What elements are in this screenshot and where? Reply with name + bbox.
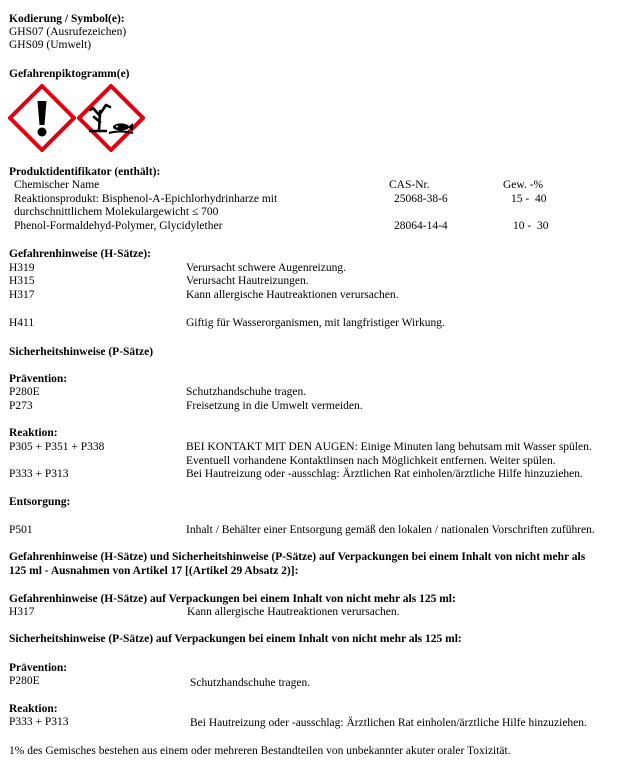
precaution-code: P273: [9, 400, 33, 412]
prevention-heading: Prävention:: [9, 373, 68, 385]
hazard-text: Verursacht schwere Augenreizung.: [186, 262, 346, 274]
column-header-cas: CAS-Nr.: [389, 179, 430, 191]
hazard-heading: Gefahrenhinweise (H-Sätze):: [9, 248, 151, 260]
substance-cas: 28064-14-4: [394, 220, 448, 232]
product-heading: Produktidentifikator (enthält):: [9, 166, 161, 178]
substance-name: Reaktionsprodukt: Bisphenol-A-Epichlorhydrinharze mit: [14, 193, 278, 205]
precaution-text: BEI KONTAKT MIT DEN AUGEN: Einige Minuten lang behutsam mit Wasser spülen.: [186, 441, 592, 453]
substance-weight: 15 - 40: [511, 193, 547, 205]
packaging-heading: Gefahrenhinweise (H-Sätze) und Sicherheitshinweise (P-Sätze) auf Verpackungen bei einem Inhalt von nicht mehr als: [9, 551, 586, 563]
substance-name-continued: durchschnittlichem Molekulargewicht ≤ 700: [14, 206, 219, 218]
packaging-heading-continued: 125 ml - Ausnahmen von Artikel 17 [(Artikel 29 Absatz 2)]:: [9, 565, 299, 577]
hazard-code: H315: [9, 275, 35, 287]
substance-cas: 25068-38-6: [394, 193, 448, 205]
precaution-text: Schutzhandschuhe tragen.: [190, 677, 311, 689]
pictograms-heading: Gefahrenpiktogramm(e): [9, 68, 130, 80]
hazard-text: Kann allergische Hautreaktionen verursachen.: [187, 606, 400, 618]
precaution-text: Bei Hautreizung oder -ausschlag: Ärztlichen Rat einholen/ärztliche Hilfe hinzuziehen.: [190, 717, 587, 729]
prevention-heading: Prävention:: [9, 662, 68, 674]
precaution-code: P333 + P313: [9, 468, 69, 480]
column-header-weight: Gew. -%: [503, 179, 544, 191]
precaution-text: Freisetzung in die Umwelt vermeiden.: [186, 400, 363, 412]
hazard-code: H317: [9, 289, 35, 301]
precaution-code: P501: [9, 524, 33, 536]
coding-line: GHS09 (Umwelt): [9, 39, 92, 51]
precaution-code: P333 + P313: [9, 716, 69, 728]
precaution-text: Bei Hautreizung oder -ausschlag: Ärztlichen Rat einholen/ärztliche Hilfe hinzuziehen.: [186, 468, 583, 480]
packaging-hazard-heading: Gefahrenhinweise (H-Sätze) auf Verpackungen bei einem Inhalt von nicht mehr als 125 ml:: [9, 593, 456, 605]
precaution-code: P305 + P351 + P338: [9, 441, 105, 453]
environment-pictogram-icon: [77, 84, 145, 152]
hazard-code: H411: [9, 317, 35, 329]
precaution-text: Schutzhandschuhe tragen.: [186, 386, 307, 398]
packaging-precaution-heading: Sicherheitshinweise (P-Sätze) auf Verpackungen bei einem Inhalt von nicht mehr als 125 ml:: [9, 633, 462, 645]
substance-weight: 10 - 30: [513, 220, 549, 232]
precaution-text-continued: Eventuell vorhandene Kontaktlinsen nach Möglichkeit entfernen. Weiter spülen.: [186, 455, 556, 467]
coding-heading: Kodierung / Symbol(e):: [9, 13, 125, 25]
hazard-text: Kann allergische Hautreaktionen verursachen.: [186, 289, 399, 301]
footer-note: 1% des Gemisches bestehen aus einem oder mehreren Bestandteilen von unbekannter akuter oraler Toxizität.: [9, 745, 511, 757]
reaction-heading: Reaktion:: [9, 703, 58, 715]
precaution-text: Inhalt / Behälter einer Entsorgung gemäß den lokalen / nationalen Vorschriften zuführen.: [186, 524, 595, 536]
hazard-code: H317: [9, 606, 35, 618]
hazard-text: Giftig für Wasserorganismen, mit langfristiger Wirkung.: [186, 317, 445, 329]
precaution-heading: Sicherheitshinweise (P-Sätze): [9, 346, 154, 358]
hazard-text: Verursacht Hautreizungen.: [186, 275, 309, 287]
reaction-heading: Reaktion:: [9, 427, 58, 439]
substance-name: Phenol-Formaldehyd-Polymer, Glycidylether: [14, 220, 223, 232]
precaution-code: P280E: [9, 675, 40, 687]
precaution-code: P280E: [9, 386, 40, 398]
exclamation-mark-pictogram-icon: [8, 84, 76, 152]
hazard-code: H319: [9, 262, 35, 274]
column-header-name: Chemischer Name: [14, 179, 100, 191]
disposal-heading: Entsorgung:: [9, 496, 71, 508]
coding-line: GHS07 (Ausrufezeichen): [9, 26, 127, 38]
